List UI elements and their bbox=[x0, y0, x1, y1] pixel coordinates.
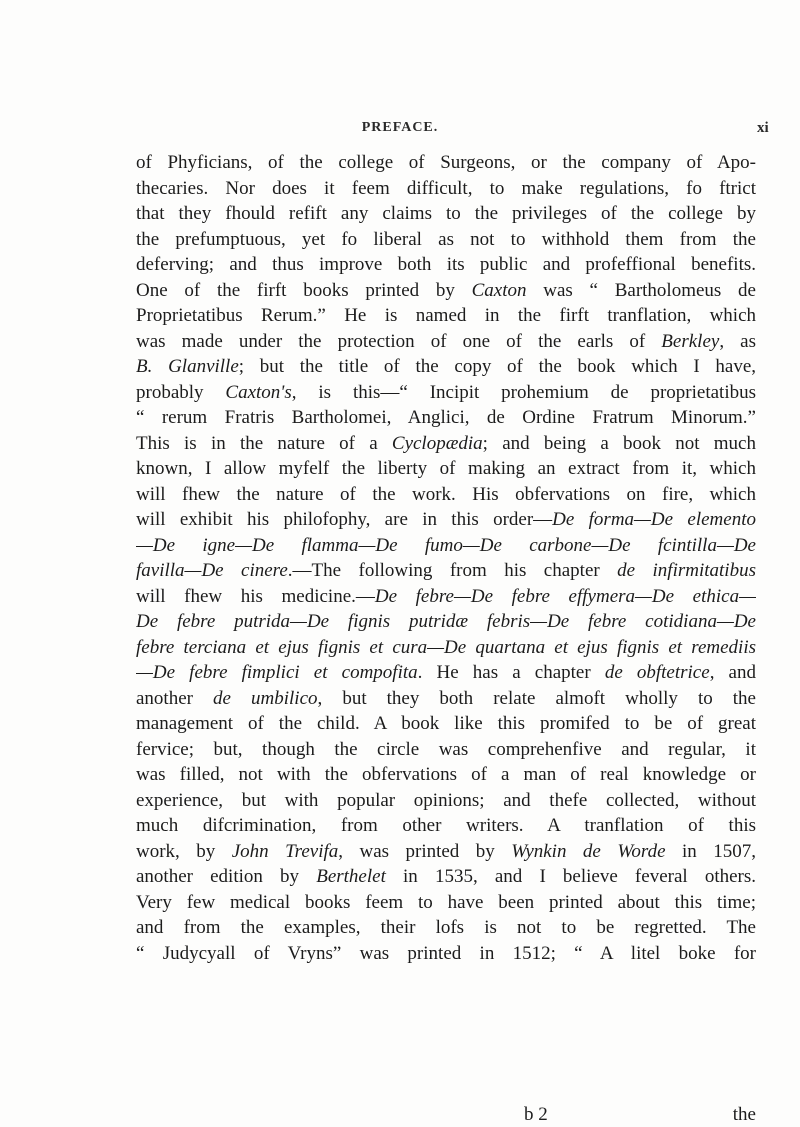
text-line bbox=[136, 278, 756, 304]
running-head bbox=[0, 120, 800, 144]
text-segment: deferving; and thus improve both its public and profeffional benefits. bbox=[136, 254, 756, 275]
text-segment: “ rerum Fratris Bartholomei, Anglici, de Ordine Fratrum Minorum.” bbox=[136, 407, 756, 428]
text-line bbox=[136, 227, 756, 253]
italic-text: De forma—De elemento bbox=[552, 509, 756, 530]
text-line bbox=[136, 635, 756, 661]
italic-text: —De igne—De flamma—De fumo—De carbone—De fcintilla—De bbox=[136, 534, 756, 556]
italic-text: de umbilico bbox=[213, 687, 318, 709]
text-segment: work, by bbox=[136, 840, 232, 862]
text-line bbox=[136, 252, 756, 278]
text-line bbox=[136, 711, 756, 737]
text-line bbox=[136, 686, 756, 712]
italic-text: de infirmitatibus bbox=[617, 560, 756, 581]
text-segment: of Phyficians, of the college of Surgeons, or the company of Apo- bbox=[136, 152, 756, 173]
text-segment: Proprietatibus Rerum.” He is named in the firft tranflation, which bbox=[136, 305, 756, 326]
text-segment: will exhibit his philofophy, are in this order— bbox=[136, 509, 553, 530]
text-segment: fervice; but, though the circle was comprehenfive and regular, it bbox=[136, 738, 756, 760]
italic-text: B. Glanville bbox=[136, 356, 239, 377]
text-segment: , is this—“ Incipit prohemium de proprietatibus bbox=[291, 381, 756, 403]
text-line bbox=[136, 737, 756, 763]
running-head-title: PREFACE. bbox=[361, 120, 439, 135]
italic-text: De febre putrida—De fignis putridæ febris—De febre cotidiana—De bbox=[136, 611, 756, 632]
italic-text: Berkley bbox=[661, 330, 720, 352]
catchword: the bbox=[732, 1104, 756, 1125]
text-segment: another bbox=[136, 687, 214, 709]
text-segment: Very few medical books feem to have been printed about this time; bbox=[136, 891, 756, 913]
italic-text: John Trevifa bbox=[231, 840, 339, 862]
text-segment: another edition by bbox=[136, 866, 317, 887]
text-segment: much difcrimination, from other writers. A tranflation of this bbox=[136, 815, 756, 836]
text-line bbox=[136, 405, 756, 431]
text-line bbox=[136, 609, 756, 635]
italic-text: —De febre fimplici et compofita bbox=[136, 662, 418, 683]
text-line bbox=[136, 456, 756, 482]
text-line bbox=[136, 431, 756, 457]
page-number: xi bbox=[757, 120, 769, 136]
text-segment: One of the firft books printed by bbox=[136, 279, 472, 301]
text-segment: known, I allow myfelf the liberty of making an extract from it, which bbox=[136, 458, 756, 479]
text-line bbox=[136, 915, 756, 941]
text-segment: “ Judycyall of Vryns” was printed in 1512; “ A litel boke for bbox=[136, 942, 756, 964]
text-segment: , was printed by bbox=[338, 840, 512, 862]
text-line bbox=[136, 482, 756, 508]
text-line bbox=[136, 150, 756, 176]
text-segment: .—The following from his chapter bbox=[287, 560, 618, 581]
text-segment: , as bbox=[719, 330, 756, 352]
page-foot bbox=[136, 1102, 756, 1127]
text-segment: , but they both relate almoft wholly to the bbox=[317, 687, 756, 709]
text-line bbox=[136, 507, 756, 533]
text-segment: in 1535, and I believe feveral others. bbox=[385, 866, 756, 887]
text-segment: , and bbox=[709, 662, 756, 683]
text-line bbox=[136, 558, 756, 584]
text-segment: ; but the title of the copy of the book which I have, bbox=[238, 356, 756, 377]
text-segment: and from the examples, their lofs is not to be regretted. The bbox=[136, 917, 756, 938]
italic-text: Caxton bbox=[471, 279, 527, 301]
text-line bbox=[136, 584, 756, 610]
text-segment: This is in the nature of a bbox=[136, 432, 392, 454]
text-line bbox=[136, 303, 756, 329]
text-line bbox=[136, 329, 756, 355]
text-segment: was “ Bartholomeus de bbox=[526, 279, 756, 301]
italic-text: Wynkin de Worde bbox=[511, 840, 666, 862]
text-line bbox=[136, 354, 756, 380]
italic-text: de obftetrice bbox=[604, 662, 710, 683]
text-segment: thecaries. Nor does it feem difficult, to make regulations, fo ftrict bbox=[136, 177, 756, 199]
italic-text: De febre—De febre effymera—De ethica— bbox=[374, 585, 756, 607]
body-text bbox=[136, 150, 756, 966]
text-line bbox=[136, 533, 756, 559]
text-line bbox=[136, 176, 756, 202]
text-segment: ; and being a book not much bbox=[482, 432, 756, 454]
text-segment: experience, but with popular opinions; and thefe collected, without bbox=[136, 789, 756, 811]
italic-text: favilla—De cinere bbox=[136, 560, 288, 581]
italic-text: febre terciana et ejus fignis et cura—De quartana et ejus fignis et remediis bbox=[136, 636, 756, 658]
text-line bbox=[136, 762, 756, 788]
text-segment: was made under the protection of one of the earls of bbox=[136, 330, 662, 352]
text-line bbox=[136, 380, 756, 406]
italic-text: Caxton's bbox=[225, 381, 292, 403]
text-segment: probably bbox=[136, 381, 226, 403]
text-line bbox=[136, 864, 756, 890]
text-line bbox=[136, 839, 756, 865]
text-line bbox=[136, 813, 756, 839]
italic-text: Berthelet bbox=[316, 866, 386, 887]
text-segment: management of the child. A book like this promifed to be of great bbox=[136, 713, 756, 734]
text-segment: the prefumptuous, yet fo liberal as not to withhold them from the bbox=[136, 228, 756, 250]
text-segment: was filled, not with the obfervations of a man of real knowledge or bbox=[136, 764, 756, 785]
text-segment: . He has a chapter bbox=[417, 662, 605, 683]
text-line bbox=[136, 201, 756, 227]
text-line bbox=[136, 941, 756, 967]
text-segment: will fhew his medicine.— bbox=[136, 585, 375, 607]
text-segment: in 1507, bbox=[665, 840, 756, 862]
text-segment: that they fhould refift any claims to the privileges of the college by bbox=[136, 203, 756, 224]
text-line bbox=[136, 660, 756, 686]
text-line bbox=[136, 788, 756, 814]
text-line bbox=[136, 890, 756, 916]
italic-text: Cyclopædia bbox=[391, 432, 483, 454]
signature-mark: b 2 bbox=[524, 1104, 548, 1125]
text-segment: will fhew the nature of the work. His obfervations on fire, which bbox=[136, 483, 756, 505]
